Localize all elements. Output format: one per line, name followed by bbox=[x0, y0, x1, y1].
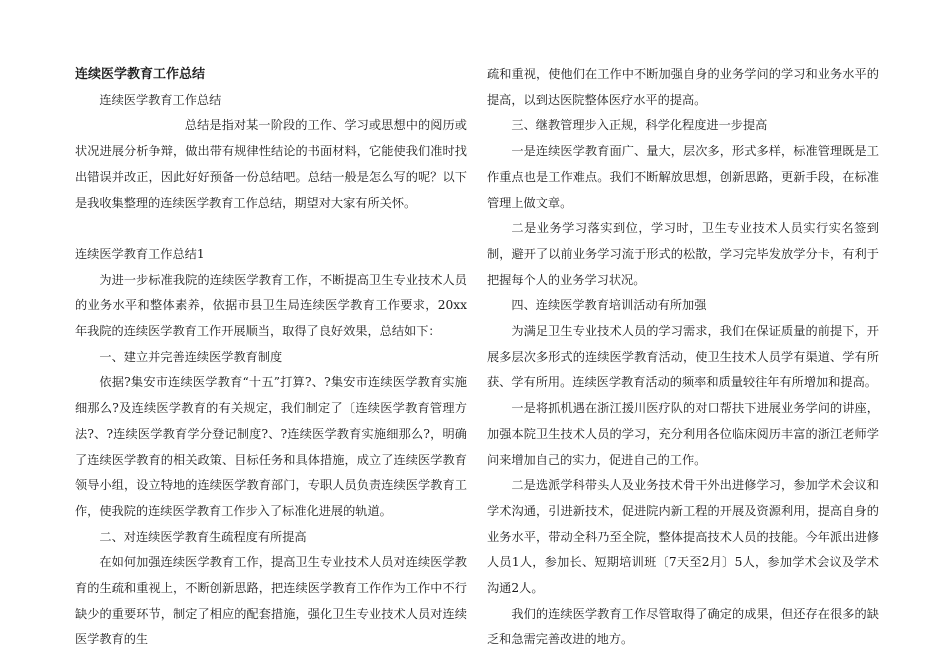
body-paragraph: 二是业务学习落实到位，学习时，卫生专业技术人员实行实名签到制，避开了以前业务学习流于形式的松散，学习完毕发放学分卡，有利于把握每个人的业务学习状况。 bbox=[487, 221, 879, 287]
left-column bbox=[75, 0, 467, 653]
body-paragraph: 一是连续医学教育面广、量大，层次多，形式多样，标准管理既是工作重点也是工作难点。我们不断解放思想，创新思路，更新手段，在标准管理上做文章。 bbox=[487, 144, 879, 210]
section-heading: 一、建立并完善连续医学教育制度 bbox=[99, 349, 283, 364]
paragraph-gap bbox=[75, 216, 467, 242]
document-title: 连续医学教育工作总结 bbox=[75, 67, 206, 82]
body-paragraph-continued: 疏和重视，使他们在工作中不断加强自身的业务学问的学习和业务水平的提高，以到达医院整体医疗水平的提高。 bbox=[487, 67, 879, 107]
body-paragraph: 为满足卫生专业技术人员的学习需求，我们在保证质量的前提下，开展多层次多形式的连续医学教育活动，使卫生技术人员学有渠道、学有所获、学有所用。连续医学教育活动的频率和质量较往年有所增加和提高。 bbox=[487, 324, 879, 390]
body-paragraph: 在如何加强连续医学教育工作，提高卫生专业技术人员对连续医学教育的生疏和重视上，不断创新思路，把连续医学教育工作作为工作中不行缺少的重要环节，制定了相应的配套措施，强化卫生专业技术人员对连续医学教育的生 bbox=[75, 555, 467, 647]
body-paragraph: 我们的连续医学教育工作尽管取得了确定的成果，但还存在很多的缺乏和急需完善改进的地方。 bbox=[487, 606, 879, 647]
body-paragraph: 为进一步标准我院的连续医学教育工作，不断提高卫生专业技术人员的业务水平和整体素养，依据市县卫生局连续医学教育工作要求，20xx年我院的连续医学教育工作开展顺当，取得了良好效果，总结如下： bbox=[75, 272, 467, 338]
intro-paragraph: 总结是指对某一阶段的工作、学习或思想中的阅历或状况进展分析争辩，做出带有规律性结论的书面材料，它能使我们准时找出错误并改正，因此好好预备一份总结吧。总结一般是怎么写的呢？以下是我收集整理的连续医学教育工作总结，期望对大家有所关怀。 bbox=[75, 118, 467, 210]
body-paragraph: 一是将抓机遇在浙江援川医疗队的对口帮扶下进展业务学问的讲座，加强本院卫生技术人员的学习，充分利用各位临床阅历丰富的浙江老师学问来增加自己的实力，促进自己的工作。 bbox=[487, 401, 879, 467]
body-paragraph: 二是选派学科带头人及业务技术骨干外出进修学习，参加学术会议和学术沟通，引进新技术，促进院内新工程的开展及资源利用，提高自身的业务水平，带动全科乃至全院，整体提高技术人员的技能。今年派出进修人员1人，参加长、短期培训班〔7天至2月〕5人，参加学术会议及学术沟通2人。 bbox=[487, 478, 879, 596]
section-title: 连续医学教育工作总结1 bbox=[75, 246, 205, 261]
section-heading: 二、对连续医学教育生疏程度有所提高 bbox=[99, 529, 307, 544]
section-heading: 三、继教管理步入正规，科学化程度进一步提高 bbox=[511, 118, 768, 133]
right-column bbox=[487, 0, 879, 653]
document-subtitle: 连续医学教育工作总结 bbox=[99, 92, 222, 107]
body-paragraph: 依据?集安市连续医学教育“十五”打算?、?集安市连续医学教育实施细那么?及连续医学教育的有关规定，我们制定了〔连续医学教育管理方法?、?连续医学教育学分登记制度?、?连续医学教育实施细那么?，明确了连续医学教育的相关政策、目标任务和具体措施，成立了连续医学教育领导小组，设立特地的连续医学教育部门，专职人员负责连续医学教育工作，使我院的连续医学教育工作步入了标准化进展的轨道。 bbox=[75, 375, 467, 518]
section-heading: 四、连续医学教育培训活动有所加强 bbox=[511, 298, 707, 313]
